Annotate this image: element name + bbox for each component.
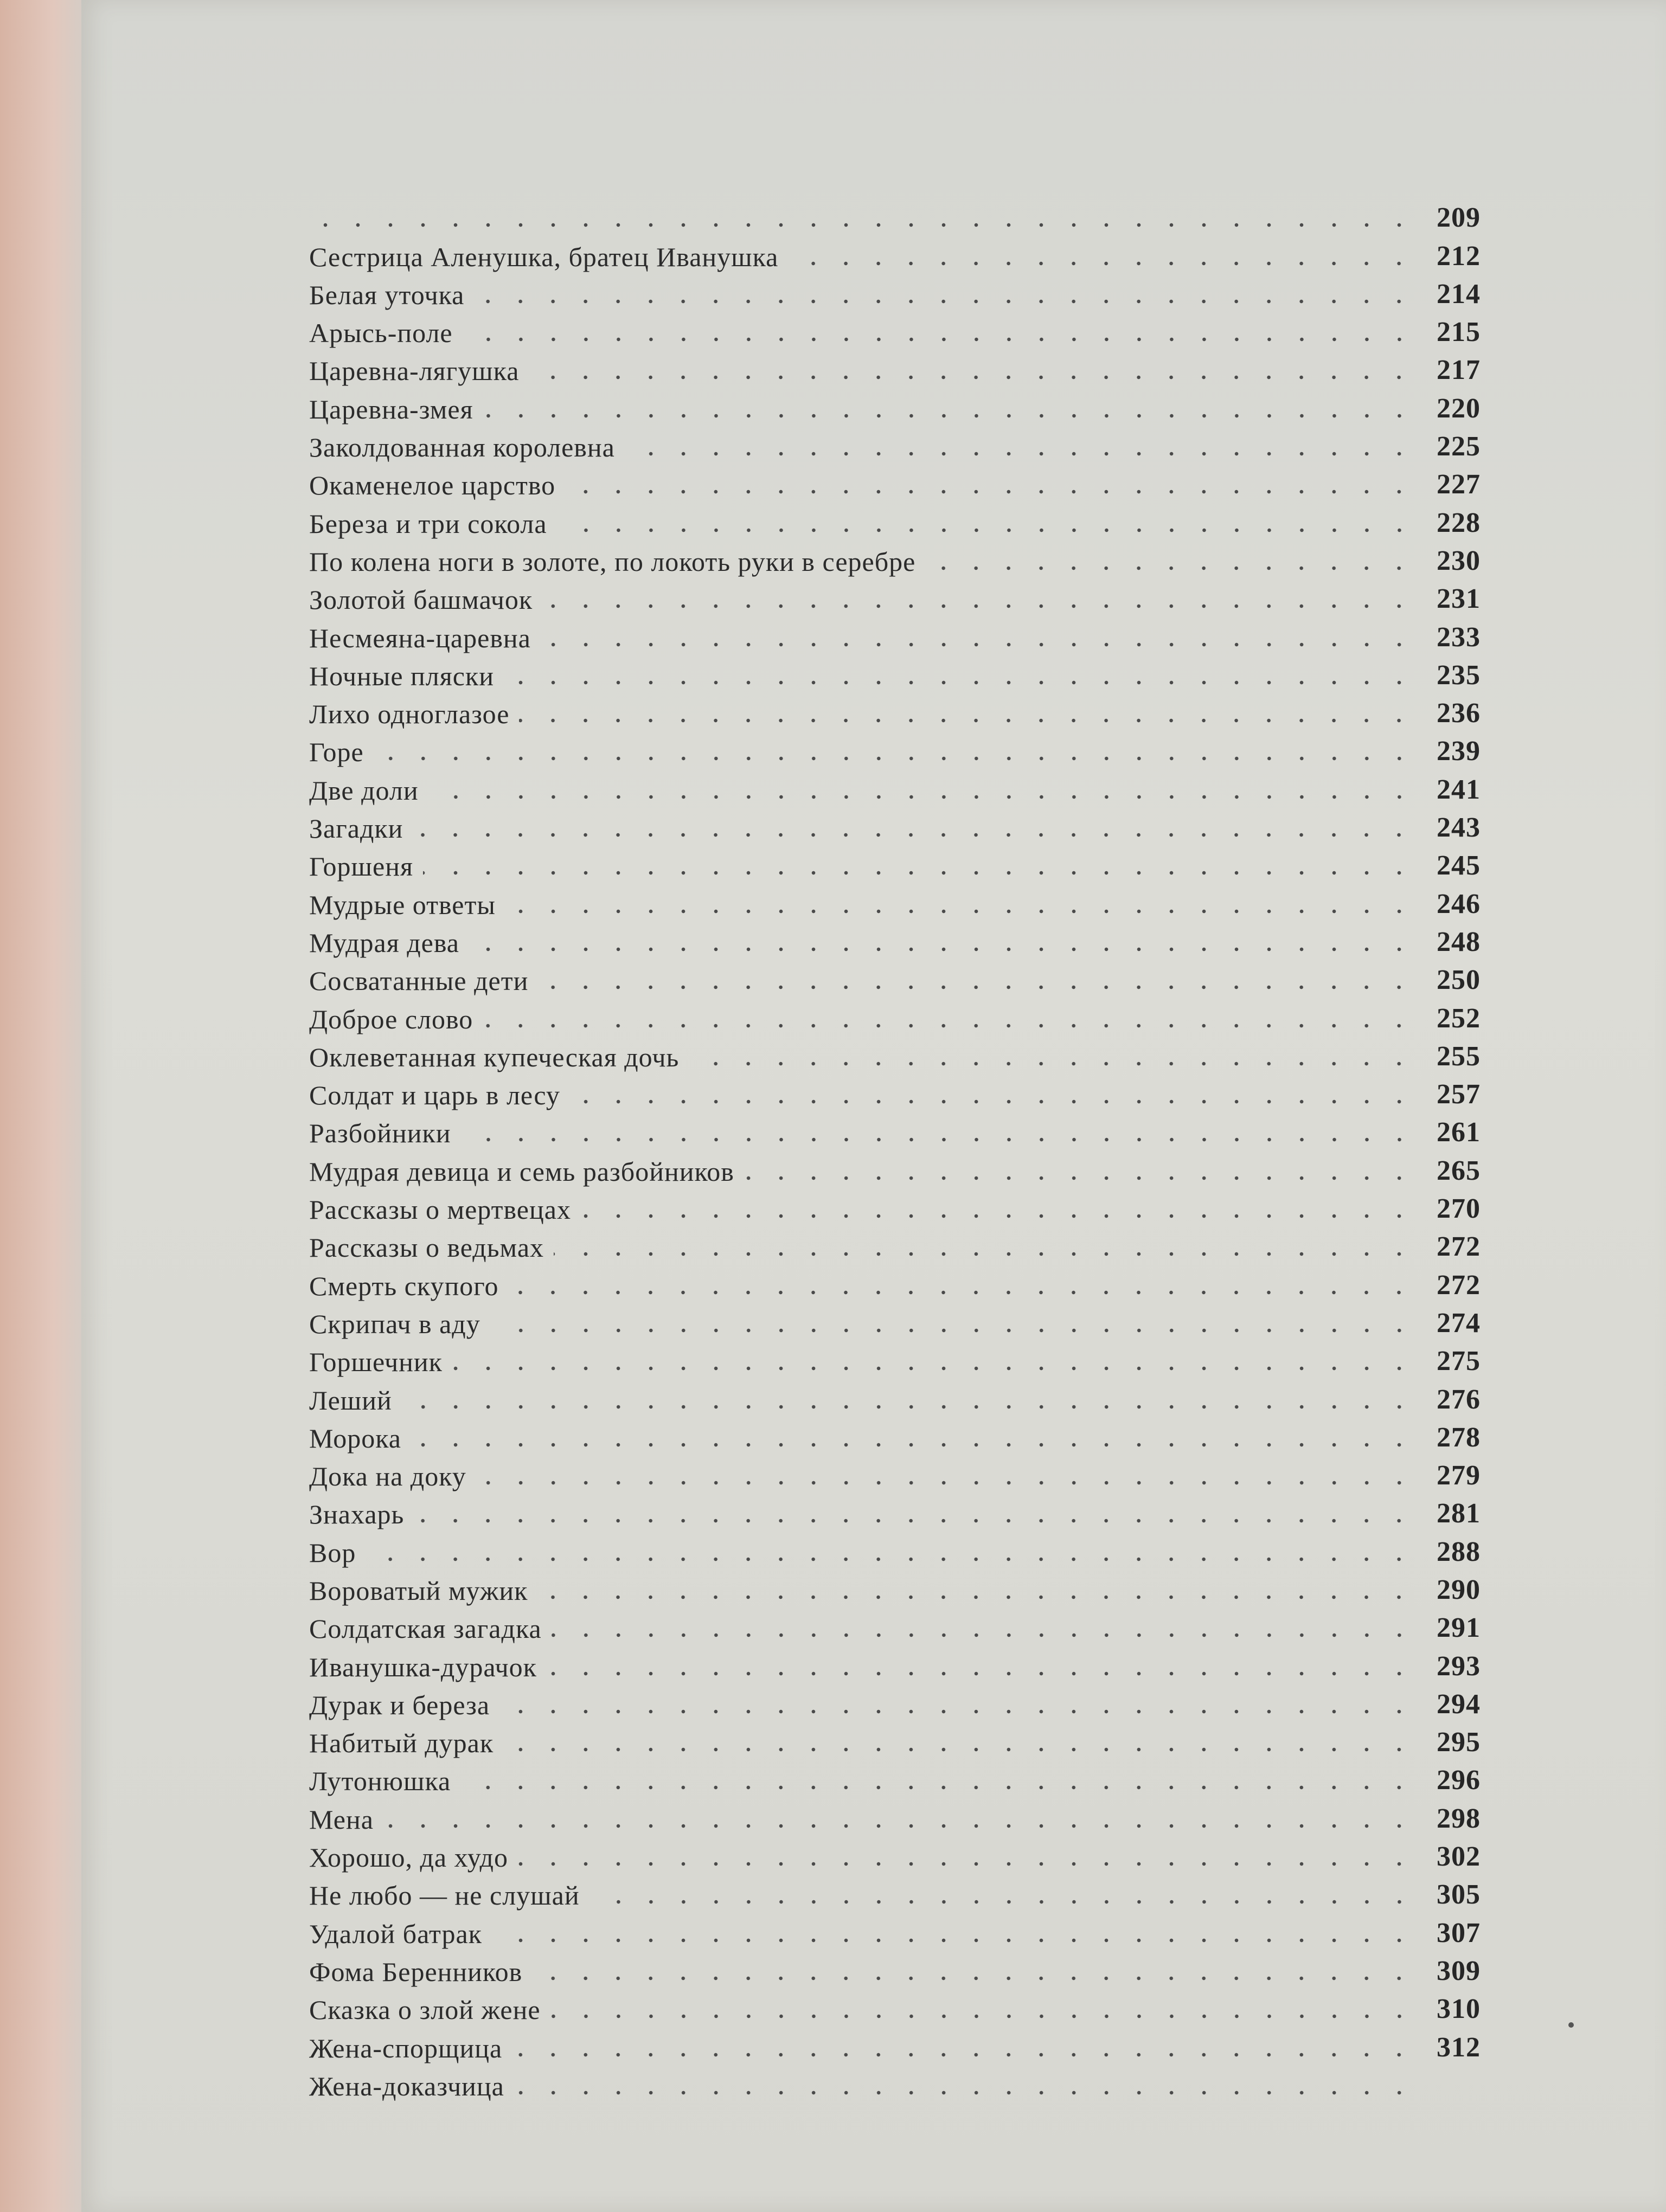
toc-entry-page-number: 270 bbox=[1437, 1193, 1481, 1225]
toc-entry bbox=[309, 1223, 1481, 1261]
toc-entry bbox=[309, 918, 1481, 956]
toc-entry-page-number: 233 bbox=[1437, 621, 1481, 653]
toc-entry-page-number: 288 bbox=[1437, 1536, 1481, 1567]
toc-entry bbox=[309, 1604, 1481, 1642]
toc-entry bbox=[309, 1185, 1481, 1223]
toc-entry-title: Солдатская загадка bbox=[309, 1613, 542, 1644]
toc-entry-page-number: 250 bbox=[1437, 964, 1481, 996]
dot-leader bbox=[518, 1861, 1415, 1867]
toc-entry-page-number: 212 bbox=[1437, 240, 1481, 272]
toc-entry bbox=[309, 1985, 1481, 2023]
toc-entry-page-number: 239 bbox=[1437, 736, 1481, 767]
toc-entry-title: Лутонюшка bbox=[309, 1766, 451, 1797]
dot-leader bbox=[550, 2014, 1415, 2019]
dot-leader bbox=[537, 1594, 1415, 1600]
dot-leader bbox=[413, 832, 1415, 838]
dot-leader bbox=[428, 794, 1415, 800]
toc-entry bbox=[309, 1071, 1481, 1109]
toc-entry-page-number: 255 bbox=[1437, 1040, 1481, 1072]
toc-entry-page-number: 243 bbox=[1437, 812, 1481, 844]
toc-entry-page-number: 272 bbox=[1437, 1231, 1481, 1263]
toc-entry-page-number: 248 bbox=[1437, 926, 1481, 957]
toc-entry bbox=[309, 728, 1481, 766]
toc-entry-title: Не любо — не слушай bbox=[309, 1880, 580, 1911]
dot-leader bbox=[519, 718, 1415, 723]
toc-entry-page-number: 252 bbox=[1437, 1002, 1481, 1034]
toc-entry-title: Оклеветанная купеческая дочь bbox=[309, 1041, 680, 1072]
toc-entry-title: Мудрая дева bbox=[309, 927, 459, 958]
toc-entry bbox=[309, 956, 1481, 994]
toc-entry-title: Царевна-лягушка bbox=[309, 356, 520, 387]
dot-leader bbox=[565, 489, 1415, 494]
dot-leader bbox=[483, 1023, 1415, 1028]
toc-entry bbox=[309, 1414, 1481, 1452]
toc-entry-page-number: 214 bbox=[1437, 278, 1481, 310]
dot-leader bbox=[538, 985, 1415, 990]
toc-entry-title: Дока на доку bbox=[309, 1461, 466, 1492]
toc-entry-title: Солдат и царь в лесу bbox=[309, 1080, 560, 1111]
toc-entry bbox=[309, 1261, 1481, 1299]
dot-leader bbox=[374, 756, 1415, 761]
toc-entry-title: Вор bbox=[309, 1537, 356, 1568]
toc-entry-page-number: 241 bbox=[1437, 774, 1481, 805]
dot-leader bbox=[490, 1328, 1415, 1333]
toc-entry bbox=[309, 690, 1481, 728]
toc-entry-title: Лихо одноглазое bbox=[309, 699, 510, 730]
toc-entry bbox=[309, 1642, 1481, 1680]
toc-entry-title: Удалой батрак bbox=[309, 1918, 482, 1949]
toc-entry bbox=[309, 1338, 1481, 1378]
dot-leader bbox=[461, 1137, 1415, 1142]
dot-leader bbox=[512, 2052, 1415, 2057]
toc-entry bbox=[309, 1528, 1481, 1566]
toc-entry-page-number: 296 bbox=[1437, 1765, 1481, 1796]
toc-entry-title: Смерть скупого bbox=[309, 1270, 499, 1301]
toc-entry-page-number: 274 bbox=[1437, 1307, 1481, 1339]
toc-entry bbox=[309, 994, 1481, 1032]
toc-entry-page-number: 272 bbox=[1437, 1269, 1481, 1301]
dot-leader bbox=[541, 642, 1415, 647]
toc-entry-title: Береза и три сокола bbox=[309, 508, 547, 539]
dot-leader bbox=[505, 909, 1415, 914]
dot-leader bbox=[460, 1785, 1415, 1790]
toc-entry-page-number: 310 bbox=[1437, 1994, 1481, 2025]
toc-entry-page-number: 305 bbox=[1437, 1879, 1481, 1911]
toc-entry-title: Царевна-змея bbox=[309, 394, 473, 425]
dot-leader bbox=[411, 1442, 1415, 1448]
toc-entry-title: Белая уточка bbox=[309, 279, 465, 310]
dot-leader bbox=[319, 222, 1415, 228]
toc-entry-title: Сказка о злой жене bbox=[309, 1995, 541, 2025]
toc-entry-title: Несмеяна-царевна bbox=[309, 622, 531, 653]
toc-entry bbox=[309, 1452, 1481, 1490]
toc-entry bbox=[309, 652, 1481, 690]
toc-entry bbox=[309, 194, 1481, 232]
toc-entry-page-number: 215 bbox=[1437, 317, 1481, 348]
toc-entry-page-number: 298 bbox=[1437, 1803, 1481, 1834]
toc-entry-page-number: 291 bbox=[1437, 1612, 1481, 1644]
toc-entry bbox=[309, 2023, 1481, 2061]
toc-entry-page-number: 257 bbox=[1437, 1079, 1481, 1110]
toc-entry bbox=[309, 613, 1481, 651]
toc-entry bbox=[309, 1757, 1481, 1795]
toc-entry bbox=[309, 499, 1481, 537]
toc-entry bbox=[309, 575, 1481, 613]
toc-entry-title: Хорошо, да худо bbox=[309, 1842, 508, 1873]
toc-entry-page-number: 279 bbox=[1437, 1460, 1481, 1491]
toc-entry-title: Сосватанные дети bbox=[309, 966, 529, 996]
dot-leader bbox=[504, 680, 1415, 685]
toc-entry bbox=[309, 423, 1481, 461]
toc-entry-page-number: 227 bbox=[1437, 469, 1481, 500]
dot-leader bbox=[625, 451, 1415, 456]
toc-entry-title: Горшеня bbox=[309, 851, 413, 882]
toc-entry-page-number: 295 bbox=[1437, 1727, 1481, 1758]
dot-leader bbox=[557, 528, 1415, 533]
toc-entry-page-number: 276 bbox=[1437, 1384, 1481, 1415]
toc-entry-page-number: 290 bbox=[1437, 1574, 1481, 1605]
toc-entry-title: Дурак и береза bbox=[309, 1689, 490, 1720]
toc-entry-title: Жена-спорщица bbox=[309, 2033, 503, 2063]
toc-entry bbox=[309, 1795, 1481, 1835]
toc-entry-page-number: 312 bbox=[1437, 2031, 1481, 2063]
toc-entry-page-number: 235 bbox=[1437, 659, 1481, 691]
toc-entry-title: Заколдованная королевна bbox=[309, 432, 615, 463]
toc-entry-page-number: 294 bbox=[1437, 1688, 1481, 1720]
toc-entry bbox=[309, 1109, 1481, 1147]
toc-entry-title: Две доли bbox=[309, 775, 419, 806]
toc-entry-page-number: 275 bbox=[1437, 1346, 1481, 1377]
toc-entry bbox=[309, 1909, 1481, 1947]
dot-leader bbox=[508, 1290, 1415, 1295]
toc-entry-title: Горшечник bbox=[309, 1347, 443, 1378]
dot-leader bbox=[788, 261, 1415, 266]
toc-entry-page-number: 220 bbox=[1437, 393, 1481, 424]
toc-entry-page-number: 302 bbox=[1437, 1841, 1481, 1873]
toc-entry-page-number: 278 bbox=[1437, 1422, 1481, 1453]
dot-leader bbox=[503, 1747, 1415, 1752]
toc-entry bbox=[309, 1833, 1481, 1871]
toc-entry-title: Знахарь bbox=[309, 1499, 405, 1530]
toc-entry-title: Золотой башмачок bbox=[309, 584, 533, 615]
toc-entry-page-number: 307 bbox=[1437, 1917, 1481, 1949]
toc-entry bbox=[309, 1566, 1481, 1604]
dot-leader bbox=[383, 1823, 1415, 1829]
toc-entry-page-number: 246 bbox=[1437, 888, 1481, 919]
toc-entry-page-number: 228 bbox=[1437, 507, 1481, 538]
toc-entry-page-number: 261 bbox=[1437, 1117, 1481, 1148]
toc-entry-page-number: 230 bbox=[1437, 545, 1481, 576]
toc-entry-title: Горе bbox=[309, 737, 364, 768]
toc-entry bbox=[309, 1033, 1481, 1071]
toc-entry-page-number: 209 bbox=[1437, 202, 1481, 234]
toc-entry-page-number: 281 bbox=[1437, 1498, 1481, 1529]
book-page bbox=[81, 0, 1666, 2212]
toc-entry bbox=[309, 232, 1481, 270]
toc-entry bbox=[309, 1947, 1481, 1985]
toc-entry bbox=[309, 1490, 1481, 1528]
toc-entry-title: Загадки bbox=[309, 813, 403, 844]
toc-entry-title: Набитый дурак bbox=[309, 1728, 494, 1759]
toc-entry-title: Морока bbox=[309, 1423, 401, 1454]
toc-entry-title: Сестрица Аленушка, братец Иванушка bbox=[309, 241, 779, 272]
toc-entry-page-number: 236 bbox=[1437, 698, 1481, 729]
dot-leader bbox=[483, 413, 1415, 419]
toc-entry-title: Скрипач в аду bbox=[309, 1308, 480, 1339]
toc-entry-title: По колена ноги в золоте, по локоть руки в серебре bbox=[309, 546, 916, 577]
toc-entry-page-number: 225 bbox=[1437, 431, 1481, 462]
dot-leader bbox=[529, 375, 1415, 380]
toc-entry-page-number: 309 bbox=[1437, 1955, 1481, 1986]
toc-entry-title: Доброе слово bbox=[309, 1004, 473, 1034]
toc-entry-title: Мена bbox=[309, 1804, 374, 1835]
toc-entry bbox=[309, 1681, 1481, 1719]
toc-entry bbox=[309, 880, 1481, 918]
toc-entry bbox=[309, 308, 1481, 349]
paper-speck bbox=[1568, 2022, 1574, 2028]
dot-leader bbox=[474, 299, 1415, 304]
dot-leader bbox=[925, 565, 1415, 571]
toc-entry bbox=[309, 384, 1481, 425]
dot-leader bbox=[532, 1976, 1415, 1981]
toc-entry bbox=[309, 537, 1481, 575]
dot-leader bbox=[547, 1671, 1415, 1676]
toc-entry-title: Фома Беренников bbox=[309, 1956, 523, 1987]
dot-leader bbox=[366, 1557, 1415, 1562]
dot-leader bbox=[542, 603, 1415, 609]
toc-entry-title: Иванушка-дурачок bbox=[309, 1651, 537, 1682]
dot-leader bbox=[581, 1213, 1415, 1219]
toc-entry bbox=[309, 2062, 1481, 2100]
dot-leader bbox=[476, 1480, 1415, 1486]
toc-entry bbox=[309, 1300, 1481, 1338]
toc-entry-title: Мудрая девица и семь разбойников bbox=[309, 1156, 734, 1187]
toc-entry bbox=[309, 271, 1481, 308]
toc-entry-page-number: 265 bbox=[1437, 1155, 1481, 1186]
toc-entry-title: Ночные пляски bbox=[309, 660, 494, 691]
toc-entry bbox=[309, 346, 1481, 387]
dot-leader bbox=[452, 1366, 1415, 1371]
toc-entry-title: Жена-доказчица bbox=[309, 2070, 504, 2101]
toc-entry bbox=[309, 1871, 1481, 1909]
dot-leader bbox=[744, 1175, 1415, 1181]
toc-entry-title: Леший bbox=[309, 1385, 392, 1416]
toc-entry-title: Рассказы о ведьмах bbox=[309, 1232, 544, 1263]
toc-entry-page-number: 245 bbox=[1437, 850, 1481, 882]
dot-leader bbox=[492, 1938, 1415, 1943]
dot-leader bbox=[554, 1251, 1415, 1257]
dot-leader bbox=[463, 337, 1415, 342]
dot-leader bbox=[589, 1899, 1415, 1905]
toc-entry-title: Мудрые ответы bbox=[309, 889, 496, 920]
toc-entry-page-number: 231 bbox=[1437, 583, 1481, 615]
toc-entry bbox=[309, 1147, 1481, 1185]
dot-leader bbox=[402, 1404, 1415, 1410]
toc-entry bbox=[309, 1375, 1481, 1416]
dot-leader bbox=[499, 1709, 1415, 1714]
dot-leader bbox=[689, 1061, 1415, 1066]
toc-entry-title: Рассказы о мертвецах bbox=[309, 1194, 571, 1225]
toc-entry bbox=[309, 1719, 1481, 1757]
toc-entry-title: Вороватый мужик bbox=[309, 1575, 528, 1606]
dot-leader bbox=[423, 870, 1415, 876]
toc-entry-page-number: 217 bbox=[1437, 355, 1481, 386]
toc-entry-page-number: 293 bbox=[1437, 1650, 1481, 1682]
toc-entry bbox=[309, 461, 1481, 499]
toc-entry bbox=[309, 804, 1481, 842]
toc-entry bbox=[309, 842, 1481, 880]
table-of-contents bbox=[309, 194, 1481, 2100]
toc-entry bbox=[309, 766, 1481, 806]
dot-leader bbox=[552, 1632, 1415, 1638]
dot-leader bbox=[414, 1518, 1415, 1523]
toc-entry-title: Арысь-поле bbox=[309, 318, 453, 349]
toc-entry-title: Разбойники bbox=[309, 1118, 451, 1149]
dot-leader bbox=[469, 947, 1415, 952]
dot-leader bbox=[570, 1099, 1415, 1104]
toc-entry-title: Окаменелое царство bbox=[309, 470, 556, 501]
dot-leader bbox=[514, 2090, 1415, 2095]
